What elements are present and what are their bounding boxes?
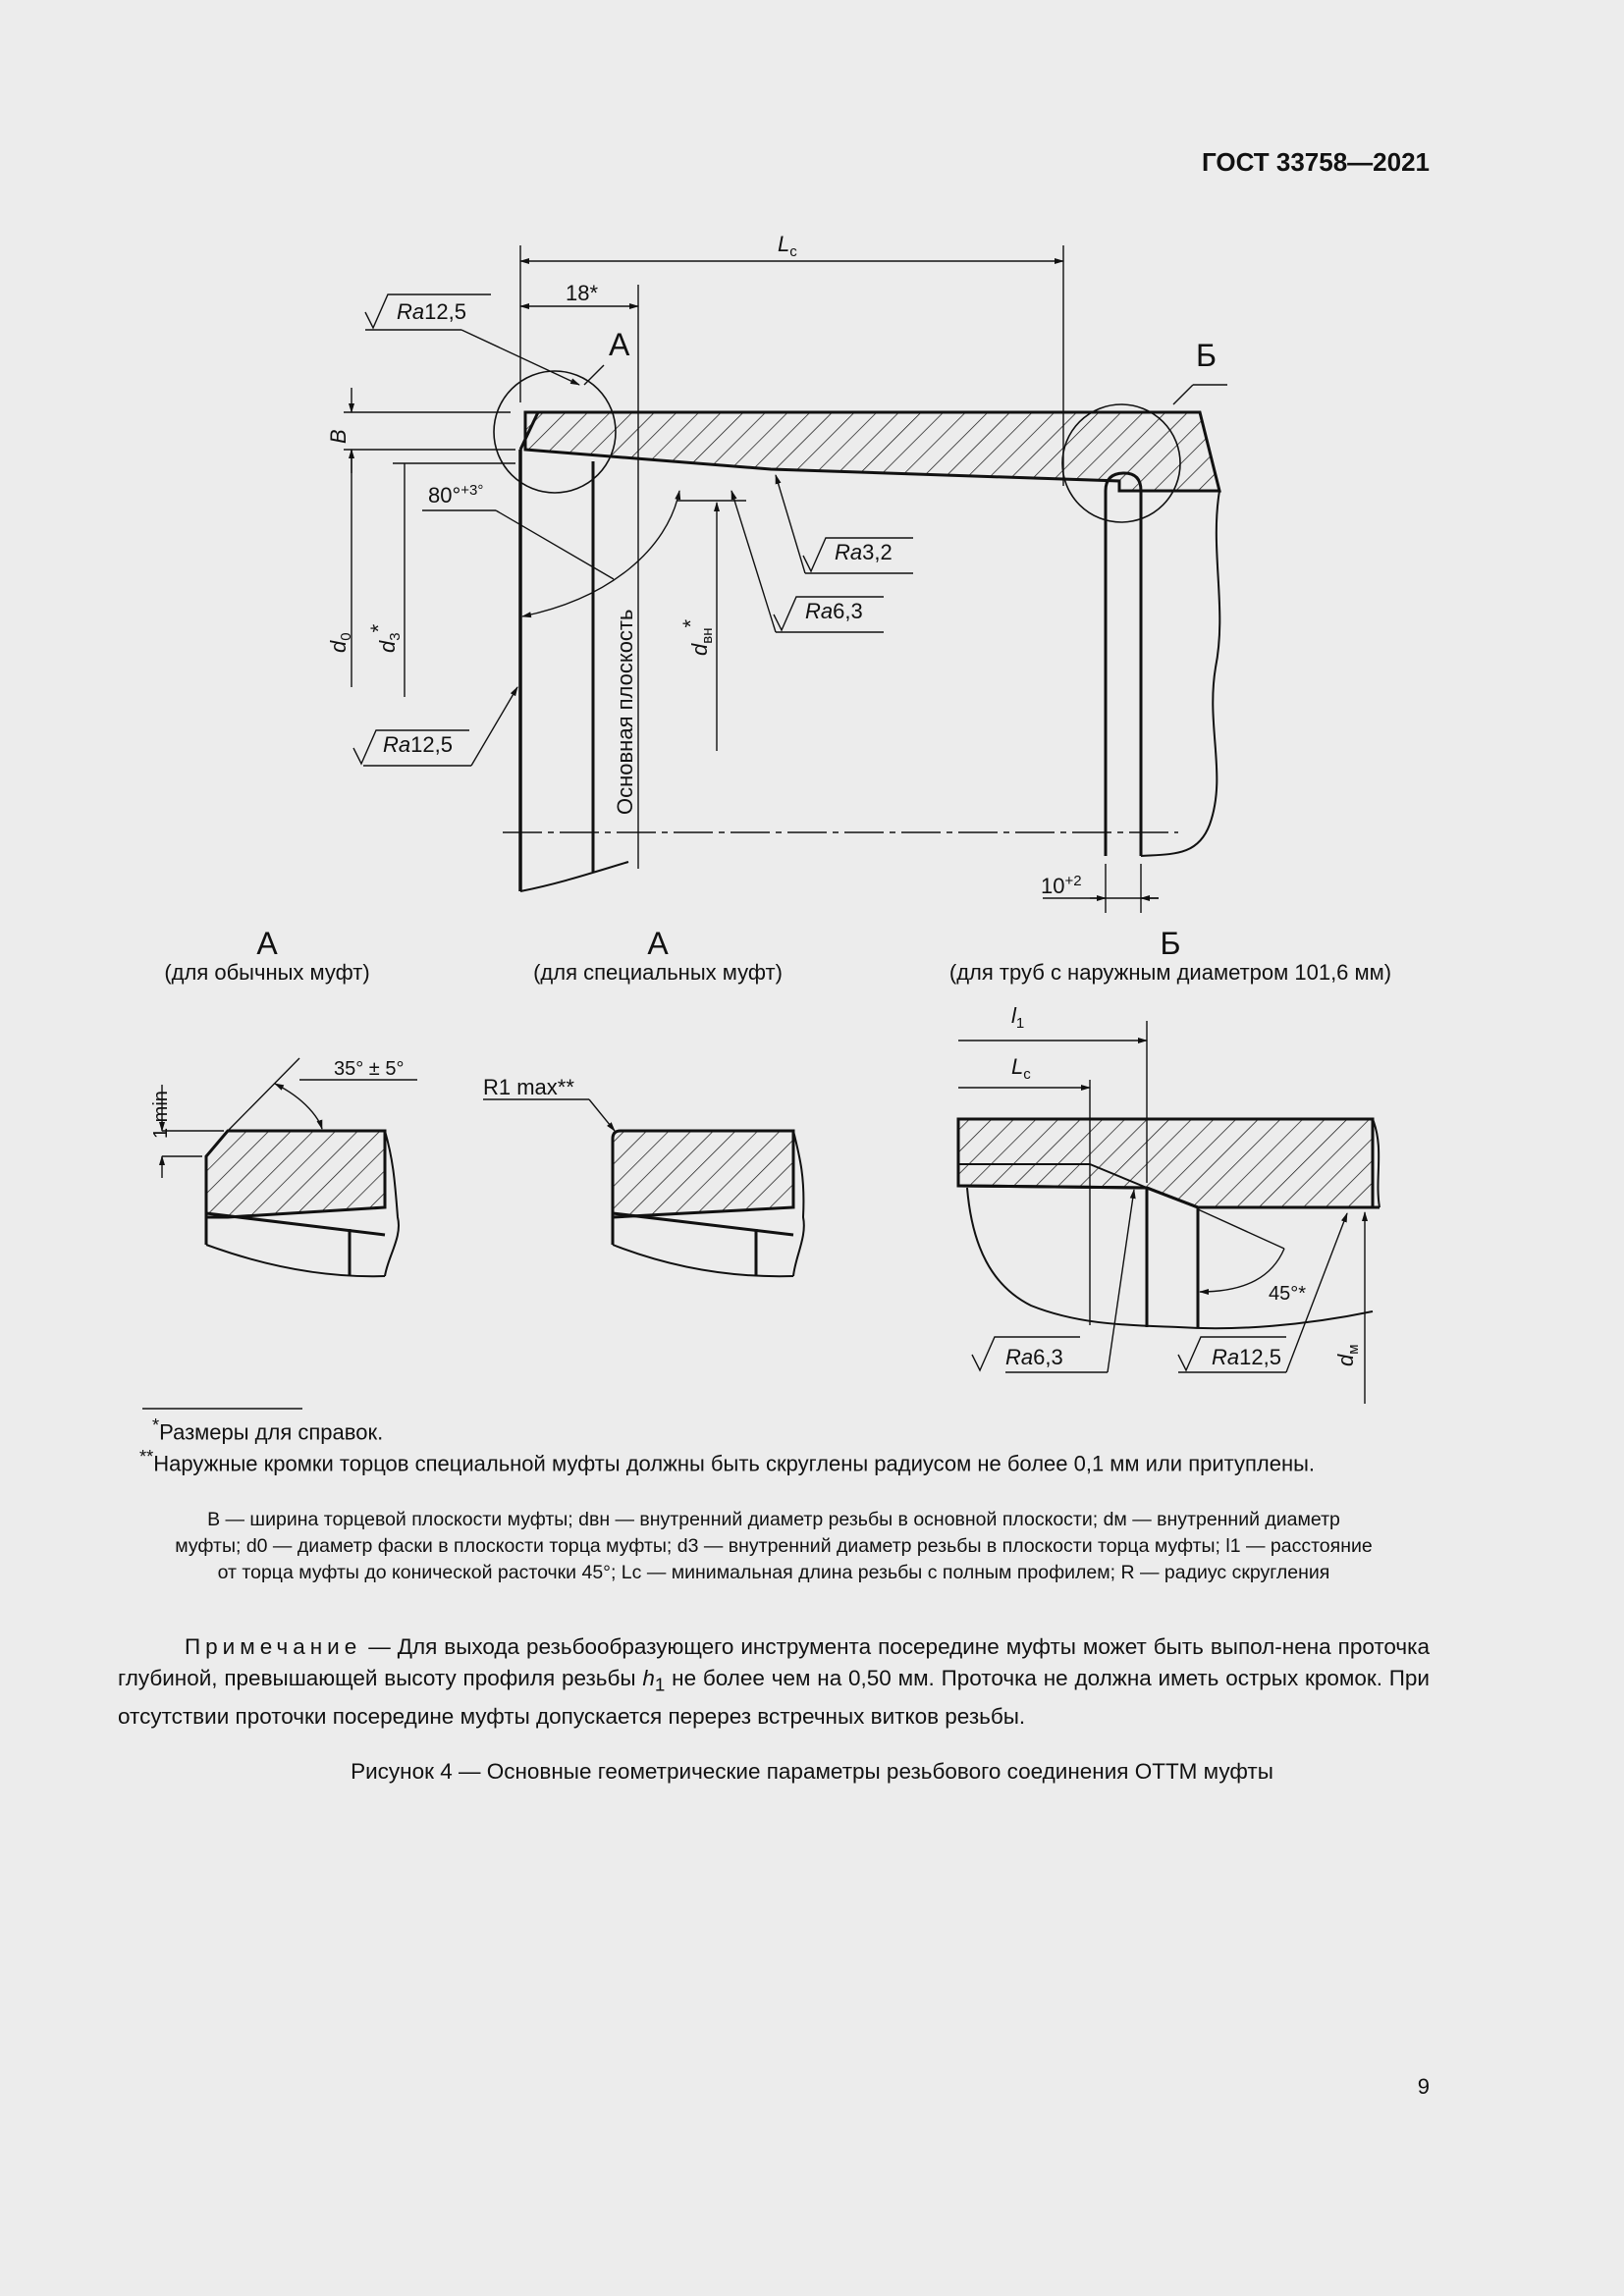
page-number: 9 <box>1417 2074 1430 2099</box>
angle-35-label: 35° ± 5° <box>334 1058 405 1080</box>
document-id: ГОСТ 33758—2021 <box>1202 147 1430 177</box>
r1-max-label: R1 max** <box>483 1075 574 1099</box>
footnote-2-mark: ** <box>139 1446 154 1467</box>
d0-subscript: 0 <box>338 632 354 641</box>
ra32-value: 3,2 <box>862 540 893 564</box>
note-text-2: не более чем на 0,50 мм. Проточка не должна иметь острых кромок. При отсутствии проточки посередине муфты допускается перерез встречных витков резьбы. <box>118 1666 1431 1729</box>
b-dimension-label: B <box>326 429 351 444</box>
note-text-1: — Для выхода резьбообразующего инструмента посередине муфты может быть выпол-нена проточка глубиной, превышающей высоту профиля резьбы <box>118 1634 1430 1690</box>
angle-45-label: 45°* <box>1269 1283 1307 1305</box>
ra63-main-label: Ra <box>805 599 834 623</box>
svg-text:Ra12,5 <box>1212 1345 1281 1369</box>
svg-text:Lc <box>1011 1054 1031 1083</box>
svg-text:Ra12,5 <box>397 299 466 324</box>
note-h: h <box>642 1666 655 1690</box>
ra125-top-value: 12,5 <box>424 299 466 324</box>
dm-label: d <box>1333 1354 1358 1366</box>
detail-a1-subtitle: (для обычных муфт) <box>164 960 370 985</box>
d3-label: d <box>375 640 400 653</box>
dvn-label: d <box>687 643 712 656</box>
dim-18-label: 18* <box>566 281 599 305</box>
ra125-detail-label: Ra <box>1212 1345 1240 1369</box>
note-h-sub: 1 <box>654 1674 666 1695</box>
d3-star: * <box>366 623 391 633</box>
ra63-detail-label: Ra <box>1005 1345 1034 1369</box>
detail-b-title: Б <box>1160 926 1181 961</box>
ra63-main-value: 6,3 <box>833 599 863 623</box>
detail-a2-subtitle: (для специальных муфт) <box>533 960 783 985</box>
detail-a-standard <box>162 1058 417 1276</box>
dm-subscript: м <box>1345 1344 1362 1355</box>
d3-subscript: 3 <box>387 632 404 641</box>
legend-line-3: от торца муфты до конической расточки 45°; Lc — минимальная длина резьбы с полным профилем; R — радиус скругления <box>217 1562 1330 1583</box>
detail-titles <box>164 926 1391 985</box>
svg-text:Lc <box>778 232 797 260</box>
figure-caption: Рисунок 4 — Основные геометрические параметры резьбового соединения ОТТМ муфты <box>351 1759 1273 1784</box>
note-label: Примечание <box>185 1634 362 1659</box>
l1-label: l <box>1011 1003 1016 1028</box>
main-section-view <box>344 245 1227 913</box>
main-view-labels <box>326 232 1217 898</box>
angle-80-label: 80° <box>428 483 461 507</box>
lc-detail-label: L <box>1011 1054 1024 1079</box>
footnote-1 <box>152 1415 383 1445</box>
angle-80-tolerance: +3° <box>460 482 484 499</box>
ra125-bottom-value: 12,5 <box>410 732 453 757</box>
footnote-1-text: Размеры для справок. <box>159 1419 384 1445</box>
detail-a-special <box>483 1099 804 1276</box>
legend-line-2: муфты; d0 — диаметр фаски в плоскости торца муфты; d3 — внутренний диаметр резьбы в плоскости торца муфты; l1 — расстояние <box>175 1535 1373 1557</box>
lc-subscript: c <box>789 243 797 260</box>
dim-10-tolerance: +2 <box>1064 873 1082 889</box>
footnote-1-mark: * <box>152 1415 160 1435</box>
svg-text:d0 <box>326 632 354 653</box>
svg-text:Ra3,2 <box>835 540 893 564</box>
note-paragraph <box>118 1631 1430 1733</box>
ra125-bottom-label: Ra <box>383 732 411 757</box>
svg-text:Ra12,5 <box>383 732 453 757</box>
ra32-label: Ra <box>835 540 863 564</box>
ra125-detail-value: 12,5 <box>1239 1345 1281 1369</box>
svg-text:10+2 <box>1041 873 1082 898</box>
detail-b-subtitle: (для труб с наружным диаметром 101,6 мм) <box>948 960 1392 985</box>
base-plane-label: Основная плоскость <box>613 609 637 815</box>
d0-label: d <box>326 640 351 653</box>
svg-text:dм <box>1333 1344 1362 1366</box>
detail-a-marker: А <box>609 327 630 362</box>
svg-text:Ra6,3 <box>1005 1345 1063 1369</box>
svg-text:dвн* <box>678 618 716 656</box>
dim-10-label: 10 <box>1041 874 1065 898</box>
detail-a1-title: А <box>256 926 278 961</box>
symbol-legend <box>118 1507 1430 1586</box>
ra63-detail-value: 6,3 <box>1033 1345 1063 1369</box>
footnote-2-text: Наружные кромки торцов специальной муфты должны быть скруглены радиусом не более 0,1 мм или притуплены. <box>153 1451 1316 1476</box>
one-min-label: 1 min <box>150 1091 172 1139</box>
detail-a2-title: А <box>647 926 669 961</box>
lc-label: L <box>778 232 790 256</box>
svg-text:d3* <box>366 623 404 653</box>
svg-text:l1 <box>1011 1003 1024 1032</box>
detail-b-marker: Б <box>1196 338 1217 373</box>
lc-detail-subscript: c <box>1023 1066 1031 1083</box>
ra125-top-label: Ra <box>397 299 425 324</box>
svg-text:80°+3° <box>428 482 483 507</box>
svg-text:Ra6,3 <box>805 599 863 623</box>
footnote-2 <box>139 1446 1315 1476</box>
l1-subscript: 1 <box>1015 1015 1025 1032</box>
dvn-star: * <box>678 618 703 628</box>
dvn-subscript: вн <box>699 627 716 644</box>
legend-line-1: B — ширина торцевой плоскости муфты; dвн — внутренний диаметр резьбы в основной плоскости; dм — внутренний диаметр <box>207 1509 1340 1530</box>
